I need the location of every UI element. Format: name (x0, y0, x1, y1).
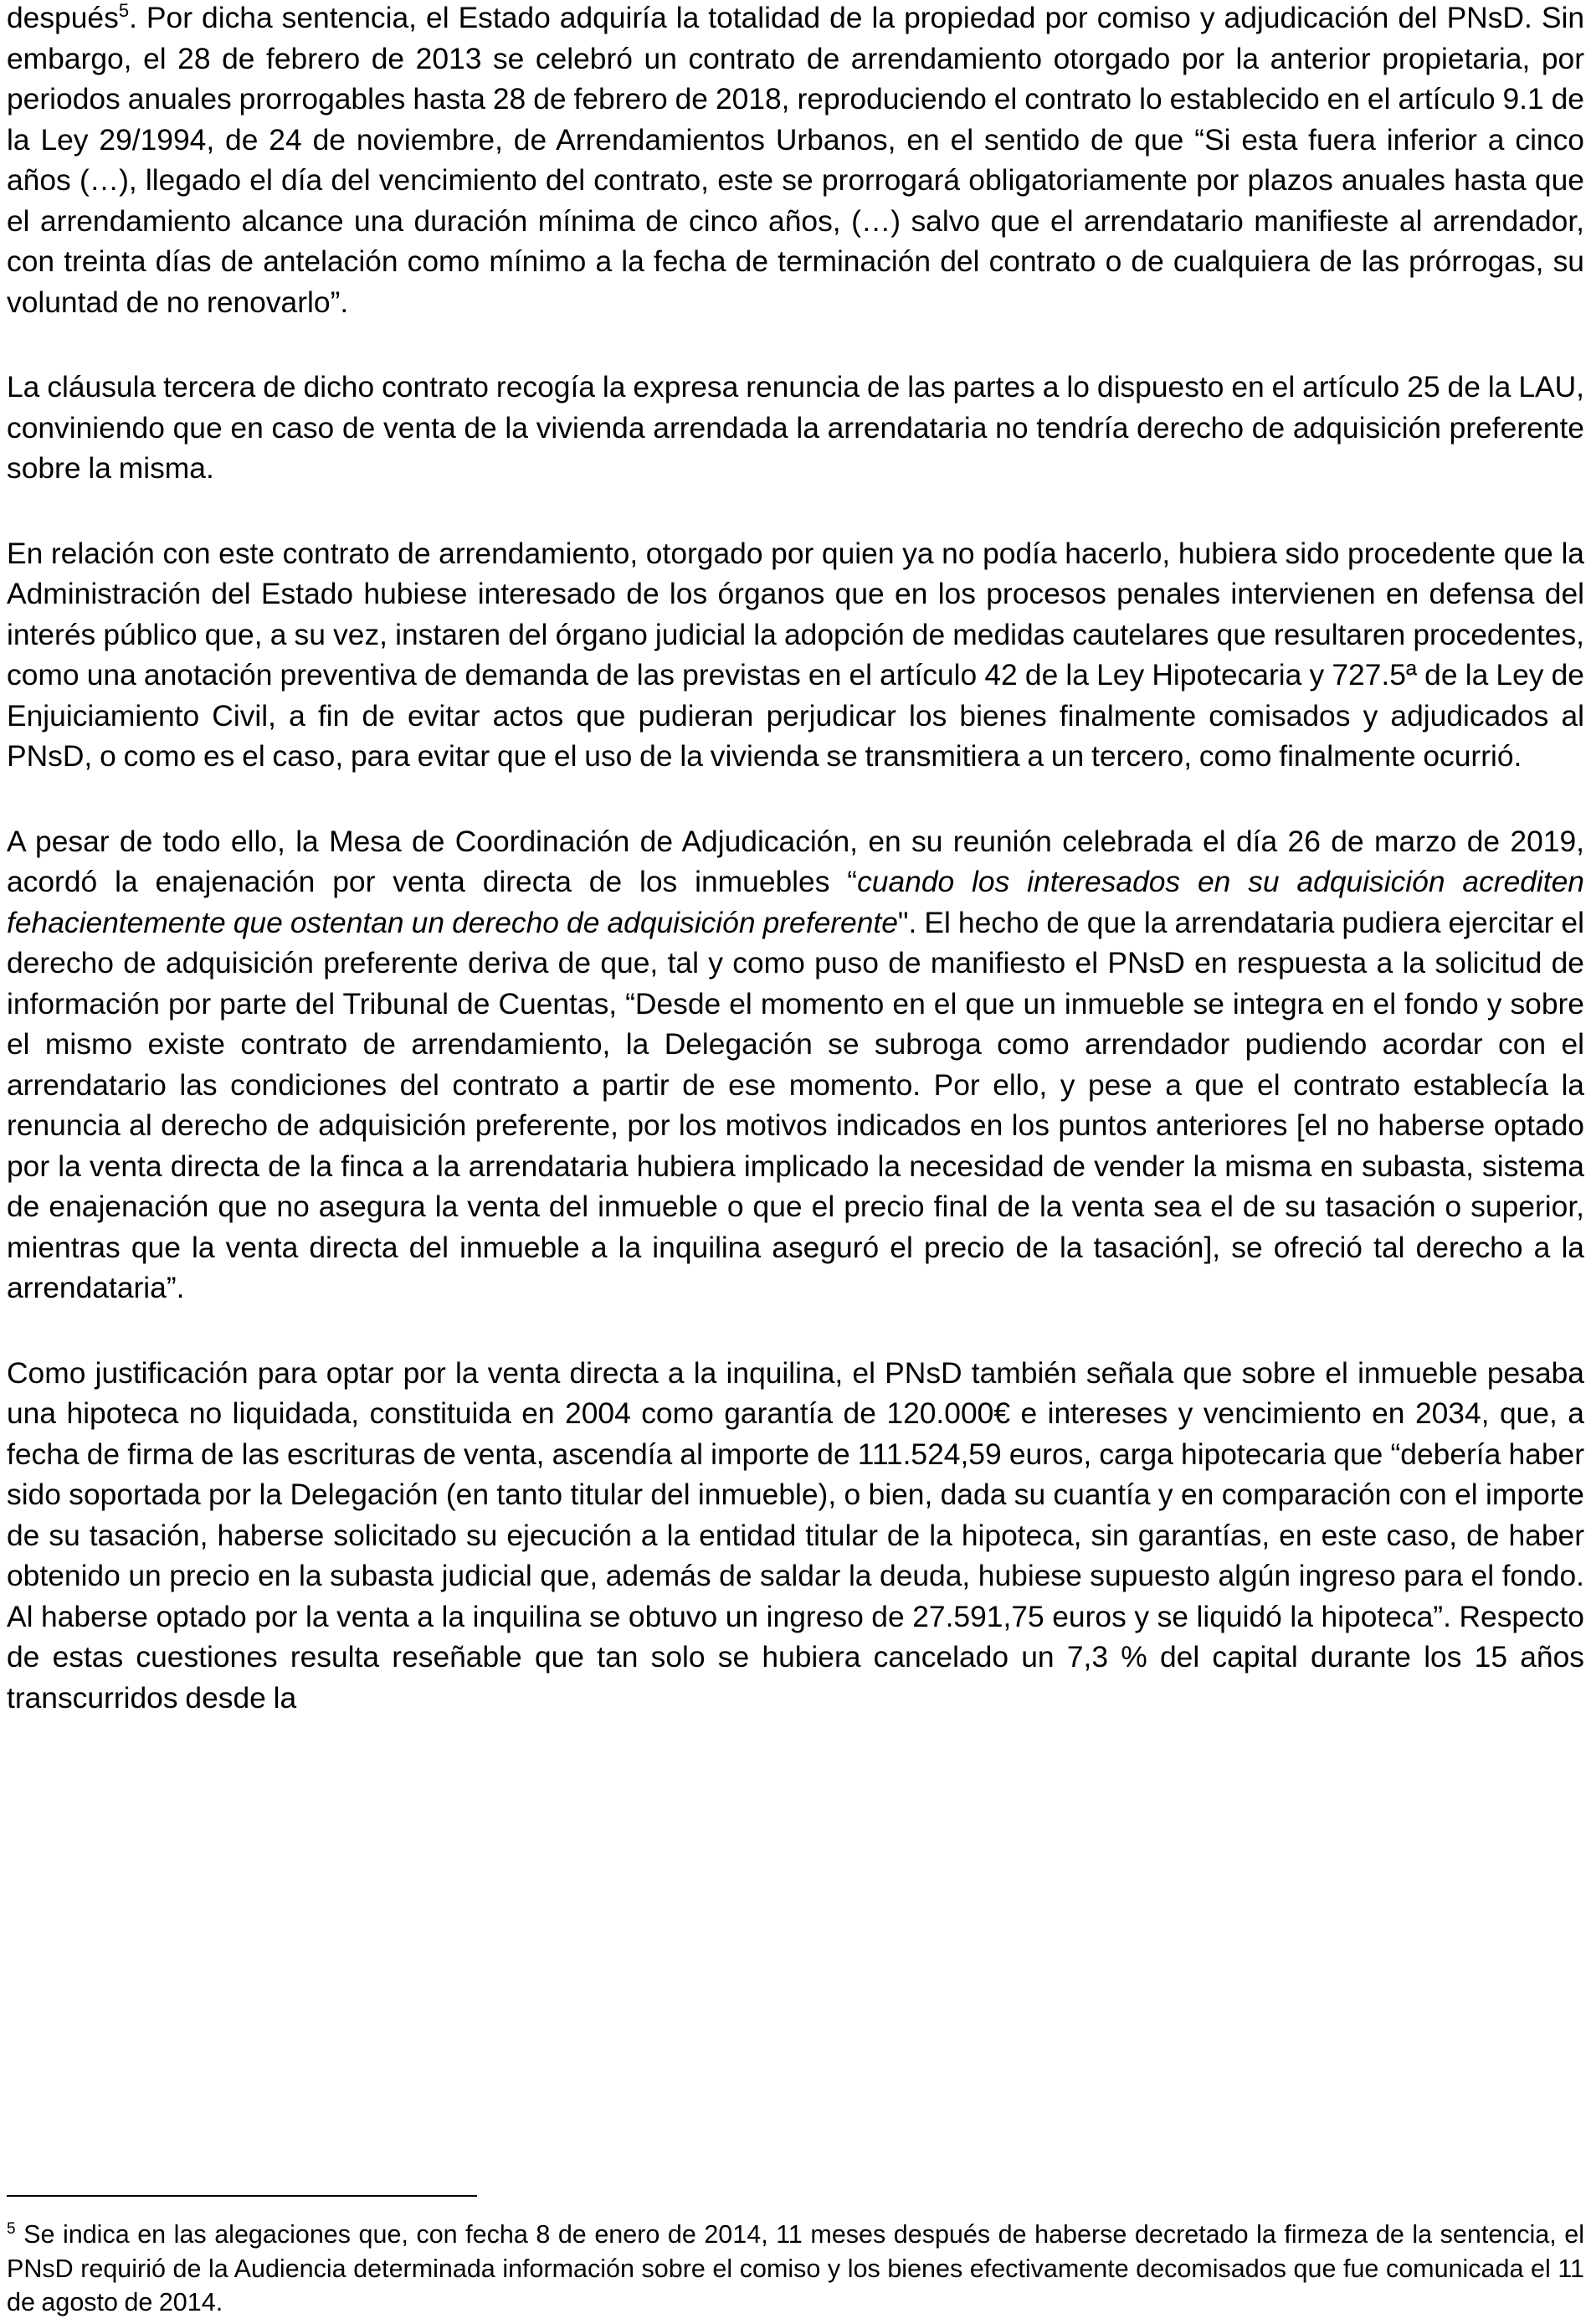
footnote-marker: 5 (7, 2220, 16, 2238)
text-segment: después (7, 1, 119, 34)
paragraph-4 (7, 821, 1584, 1309)
footnote-text: Se indica en las alegaciones que, con fecha 8 de enero de 2014, 11 meses después de haberse decretado la firmeza de la sentencia, el PNsD requirió de la Audiencia determinada información sobre el comiso y los bienes efectivamente decomisados que fue comunicada el 11 de agosto de 2014. (7, 2220, 1584, 2316)
document-body (7, 0, 1584, 1762)
text-segment: Como justificación para optar por la venta directa a la inquilina, el PNsD también señala que sobre el inmueble pesaba una hipoteca no liquidada, constituida en 2004 como garantía de 120.000€ e intereses y vencimiento en 2034, que, a fecha de firma de las escrituras de venta, ascendía al importe de 111.524,59 euros, carga hipotecaria que “debería haber sido soportada por la Delegación (en tanto titular del inmueble), o bien, dada su cuantía y en comparación con el importe de su tasación, haberse solicitado su ejecución a la entidad titular de la hipoteca, sin garantías, en este caso, de haber obtenido un precio en la subasta judicial que, además de saldar la deuda, hubiese supuesto algún ingreso para el fondo. Al haberse optado por la venta a la inquilina se obtuvo un ingreso de 27.591,75 euros y se liquidó la hipoteca”. Respecto de estas cuestiones resulta reseñable que tan solo se hubiera cancelado un 7,3 % del capital durante los 15 años transcurridos desde la (7, 1355, 1584, 1715)
text-segment: A pesar de todo ello, la Mesa de Coordinación de Adjudicación, en su reunión celebrada el día 26 de marzo de 2019, acordó la enajenación por venta directa de los inmuebles “ (7, 824, 1584, 898)
paragraph-5 (7, 1353, 1584, 1719)
text-segment: En relación con este contrato de arrendamiento, otorgado por quien ya no podía hacerlo, hubiera sido procedente que la Administración del Estado hubiese interesado de los órganos que en los procesos penales intervienen en defensa del interés público que, a su vez, instaren del órgano judicial la adopción de medidas cautelares que resultaren procedentes, como una anotación preventiva de demanda de las previstas en el artículo 42 de la Ley Hipotecaria y 727.5ª de la Ley de Enjuiciamiento Civil, a fin de evitar actos que pudieran perjudicar los bienes finalmente comisados y adjudicados al PNsD, o como es el caso, para evitar que el uso de la vivienda se transmitiera a un tercero, como finalmente ocurrió. (7, 536, 1584, 773)
footnote-5 (7, 2218, 1584, 2320)
text-segment: La cláusula tercera de dicho contrato recogía la expresa renuncia de las partes a lo dispuesto en el artículo 25 de la LAU, conviniendo que en caso de venta de la vivienda arrendada la arrendataria no tendría derecho de adquisición preferente sobre la misma. (7, 370, 1584, 485)
paragraph-2 (7, 367, 1584, 489)
text-segment: . Por dicha sentencia, el Estado adquiría la totalidad de la propiedad por comiso y adjudicación del PNsD. Sin embargo, el 28 de febrero de 2013 se celebró un contrato de arrendamiento otorgado por la anterior propietaria, por periodos anuales prorrogables hasta 28 de febrero de 2018, reproduciendo el contrato lo establecido en el artículo 9.1 de la Ley 29/1994, de 24 de noviembre, de Arrendamientos Urbanos, en el sentido de que “Si esta fuera inferior a cinco años (…), llegado el día del vencimiento del contrato, este se prorrogará obligatoriamente por plazos anuales hasta que el arrendamiento alcance una duración mínima de cinco años, (…) salvo que el arrendatario manifieste al arrendador, con treinta días de antelación como mínimo a la fecha de terminación del contrato o de cualquiera de las prórrogas, su voluntad de no renovarlo”. (7, 1, 1584, 319)
footnote-area (7, 2195, 1584, 2320)
footnote-divider (7, 2195, 477, 2197)
footnote-reference[interactable]: 5 (118, 0, 130, 21)
italic-quote: cuando los interesados en su adquisición acrediten fehacientemente que ostentan un derecho de adquisición preferente (7, 865, 1584, 939)
paragraph-1 (7, 0, 1584, 322)
text-segment: ". El hecho de que la arrendataria pudiera ejercitar el derecho de adquisición preferente deriva de que, tal y como puso de manifiesto el PNsD en respuesta a la solicitud de información por parte del Tribunal de Cuentas, “Desde el momento en el que un inmueble se integra en el fondo y sobre el mismo existe contrato de arrendamiento, la Delegación se subroga como arrendador pudiendo acordar con el arrendatario las condiciones del contrato a partir de ese momento. Por ello, y pese a que el contrato establecía la renuncia al derecho de adquisición preferente, por los motivos indicados en los puntos anteriores [el no haberse optado por la venta directa de la finca a la arrendataria hubiera implicado la necesidad de vender la misma en subasta, sistema de enajenación que no asegura la venta del inmueble o que el precio final de la venta sea el de su tasación o superior, mientras que la venta directa del inmueble a la inquilina aseguró el precio de la tasación], se ofreció tal derecho a la arrendataria”. (7, 905, 1584, 1304)
paragraph-3 (7, 533, 1584, 777)
